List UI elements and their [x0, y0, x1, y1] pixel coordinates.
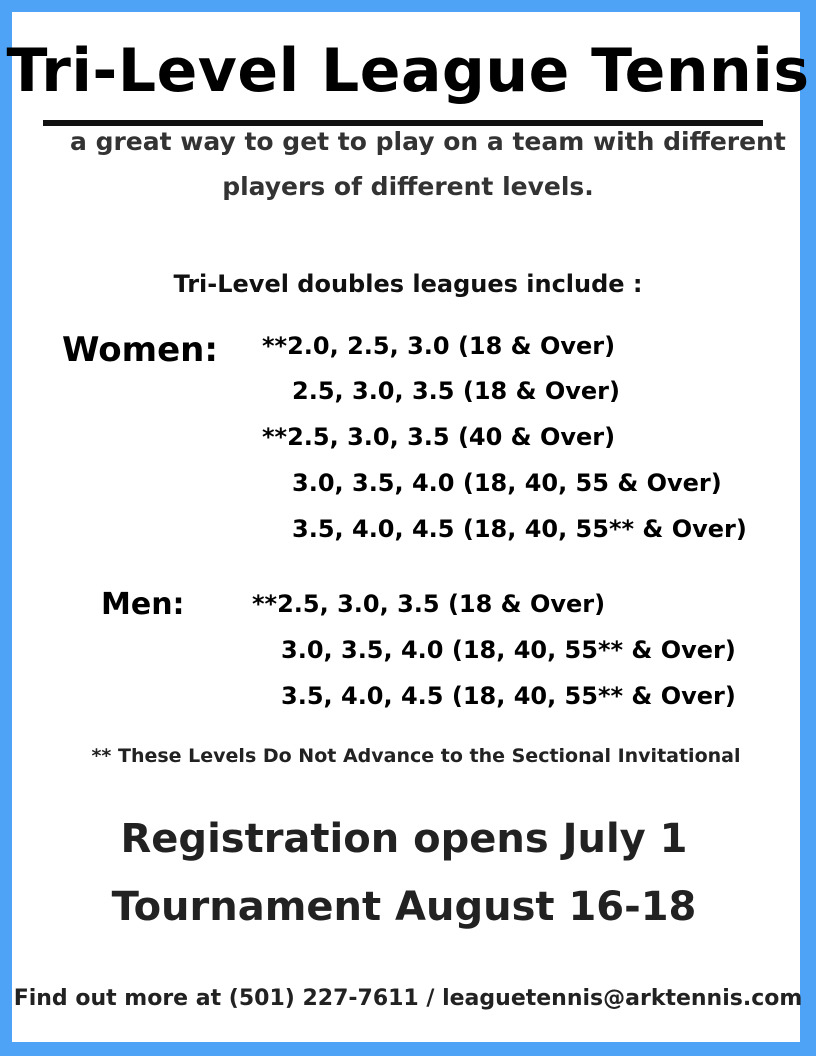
women-level: **2.5, 3.0, 3.5 (40 & Over)	[262, 423, 616, 451]
women-level: **2.0, 2.5, 3.0 (18 & Over)	[262, 332, 616, 360]
flyer-title: Tri-Level League Tennis	[6, 36, 810, 106]
tagline-line-2: players of different levels.	[222, 172, 594, 201]
contact-info: Find out more at (501) 227-7611 / leaguetennis@arktennis.com	[13, 986, 803, 1011]
title-divider	[43, 120, 763, 126]
women-label: Women:	[62, 330, 218, 370]
men-level: **2.5, 3.0, 3.5 (18 & Over)	[252, 590, 606, 618]
women-level: 3.5, 4.0, 4.5 (18, 40, 55** & Over)	[292, 515, 747, 543]
men-label: Men:	[101, 587, 185, 622]
men-level: 3.0, 3.5, 4.0 (18, 40, 55** & Over)	[281, 636, 736, 664]
includes-heading: Tri-Level doubles leagues include :	[173, 270, 643, 298]
registration-date: Registration opens July 1	[120, 816, 688, 862]
women-level: 2.5, 3.0, 3.5 (18 & Over)	[292, 377, 620, 405]
men-level: 3.5, 4.0, 4.5 (18, 40, 55** & Over)	[281, 682, 736, 710]
tournament-date: Tournament August 16-18	[111, 884, 697, 930]
tagline-line-1: a great way to get to play on a team with different	[70, 127, 786, 156]
women-level: 3.0, 3.5, 4.0 (18, 40, 55 & Over)	[292, 469, 722, 497]
footnote: ** These Levels Do Not Advance to the Sectional Invitational	[91, 745, 741, 767]
